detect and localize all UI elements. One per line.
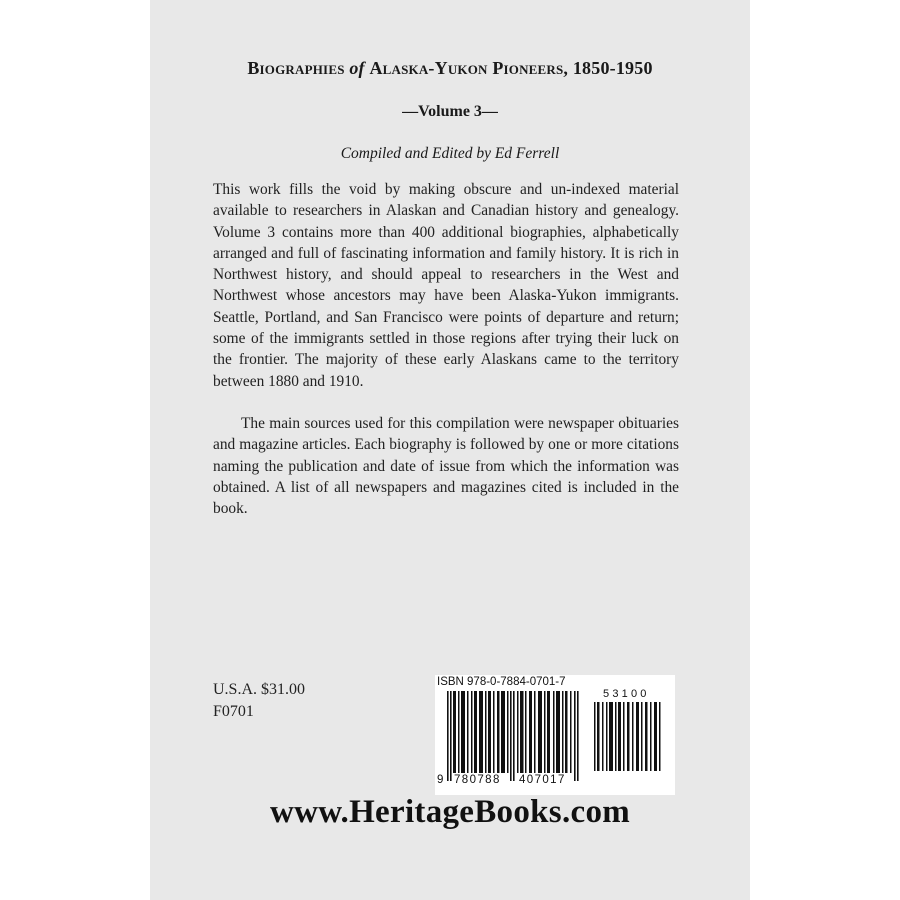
ean-right-digits: 407017: [519, 774, 566, 786]
isbn-barcode: [435, 675, 675, 795]
volume-label: —Volume 3—: [402, 103, 498, 120]
price-block: [213, 679, 305, 723]
publisher-website: www.HeritageBooks.com: [269, 794, 631, 830]
ean-left-digits: 780788: [454, 774, 501, 786]
title-part1: Biographies: [247, 58, 345, 78]
price-addon-bars-icon: [594, 702, 662, 771]
book-title: [150, 58, 750, 79]
ean13-barcode-bars-icon: [447, 691, 583, 781]
title-part2: Alaska-Yukon Pioneers,: [369, 58, 569, 78]
description-paragraph-1: This work fills the void by making obscure and un-indexed material available to researchers in Alaskan and Canadian history and genealogy. Volume 3 contains more than 400 additional biographies, alphabetically arranged and full of fascinating information and family history. It is rich in Northwest history, and should appeal to researchers in the West and Northwest whose ancestors may have been Alaska-Yukon immigrants. Seattle, Portland, and San Francisco were points of departure and return; some of the immigrants settled in those regions after trying their luck on the frontier. The majority of these early Alaskans came to the territory between 1880 and 1910.: [213, 181, 679, 390]
description-paragraph-2: The main sources used for this compilation were newspaper obituaries and magazine articles. Each biography is followed by one or more citations naming the publication and date of issue from which the information was obtained. A list of all newspapers and magazines cited is included in the book.: [213, 415, 679, 518]
price-addon-label: 53100: [603, 688, 650, 700]
compiler-credit: Compiled and Edited by Ed Ferrell: [340, 145, 560, 162]
isbn-label: ISBN 978-0-7884-0701-7: [437, 676, 566, 688]
item-code: F0701: [213, 703, 254, 720]
title-years: 1850-1950: [572, 58, 653, 78]
price: U.S.A. $31.00: [213, 681, 306, 698]
title-of: of: [349, 58, 365, 78]
ean-first-digit: 9: [437, 774, 445, 786]
book-back-cover: [150, 0, 750, 900]
